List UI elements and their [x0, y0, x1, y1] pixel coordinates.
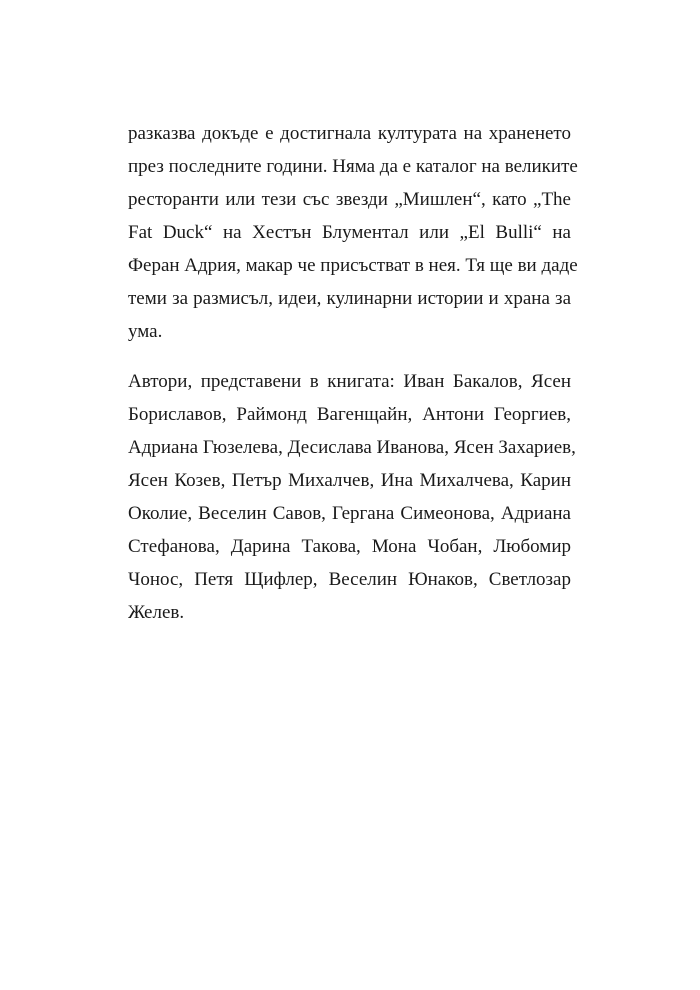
authors-paragraph [128, 365, 576, 629]
text-line: Ясен Козев, Петър Михалчев, Ина Михалчева, Карин [128, 470, 571, 491]
text-line: Стефанова, Дарина Такова, Мона Чобан, Любомир [128, 536, 571, 557]
description-paragraph [128, 117, 578, 348]
text-line: ресторанти или тези със звезди „Мишлен“, като „The [128, 189, 571, 210]
text-line: Желев. [128, 602, 185, 623]
text-line: Чонос, Петя Щифлер, Веселин Юнаков, Светлозар [128, 569, 571, 590]
text-line: Феран Адрия, макар че присъстват в нея. Тя ще ви даде [128, 255, 578, 276]
text-line: ума. [128, 321, 163, 342]
text-line: Fat Duck“ на Хестън Блументал или „El Bulli“ на [128, 222, 571, 243]
body-text [128, 117, 578, 629]
text-line: Автори, представени в книгата: Иван Бакалов, Ясен [128, 371, 571, 392]
text-line: през последните години. Няма да е каталог на великите [128, 156, 578, 177]
text-line: Околие, Веселин Савов, Гергана Симеонова, Адриана [128, 503, 571, 524]
text-line: разказва докъде е достигнала културата на храненето [128, 123, 571, 144]
text-line: теми за размисъл, идеи, кулинарни истории и храна за [128, 288, 571, 309]
text-line: Адриана Гюзелева, Десислава Иванова, Ясен Захариев, [128, 437, 576, 458]
text-line: Бориславов, Раймонд Вагенщайн, Антони Георгиев, [128, 404, 571, 425]
